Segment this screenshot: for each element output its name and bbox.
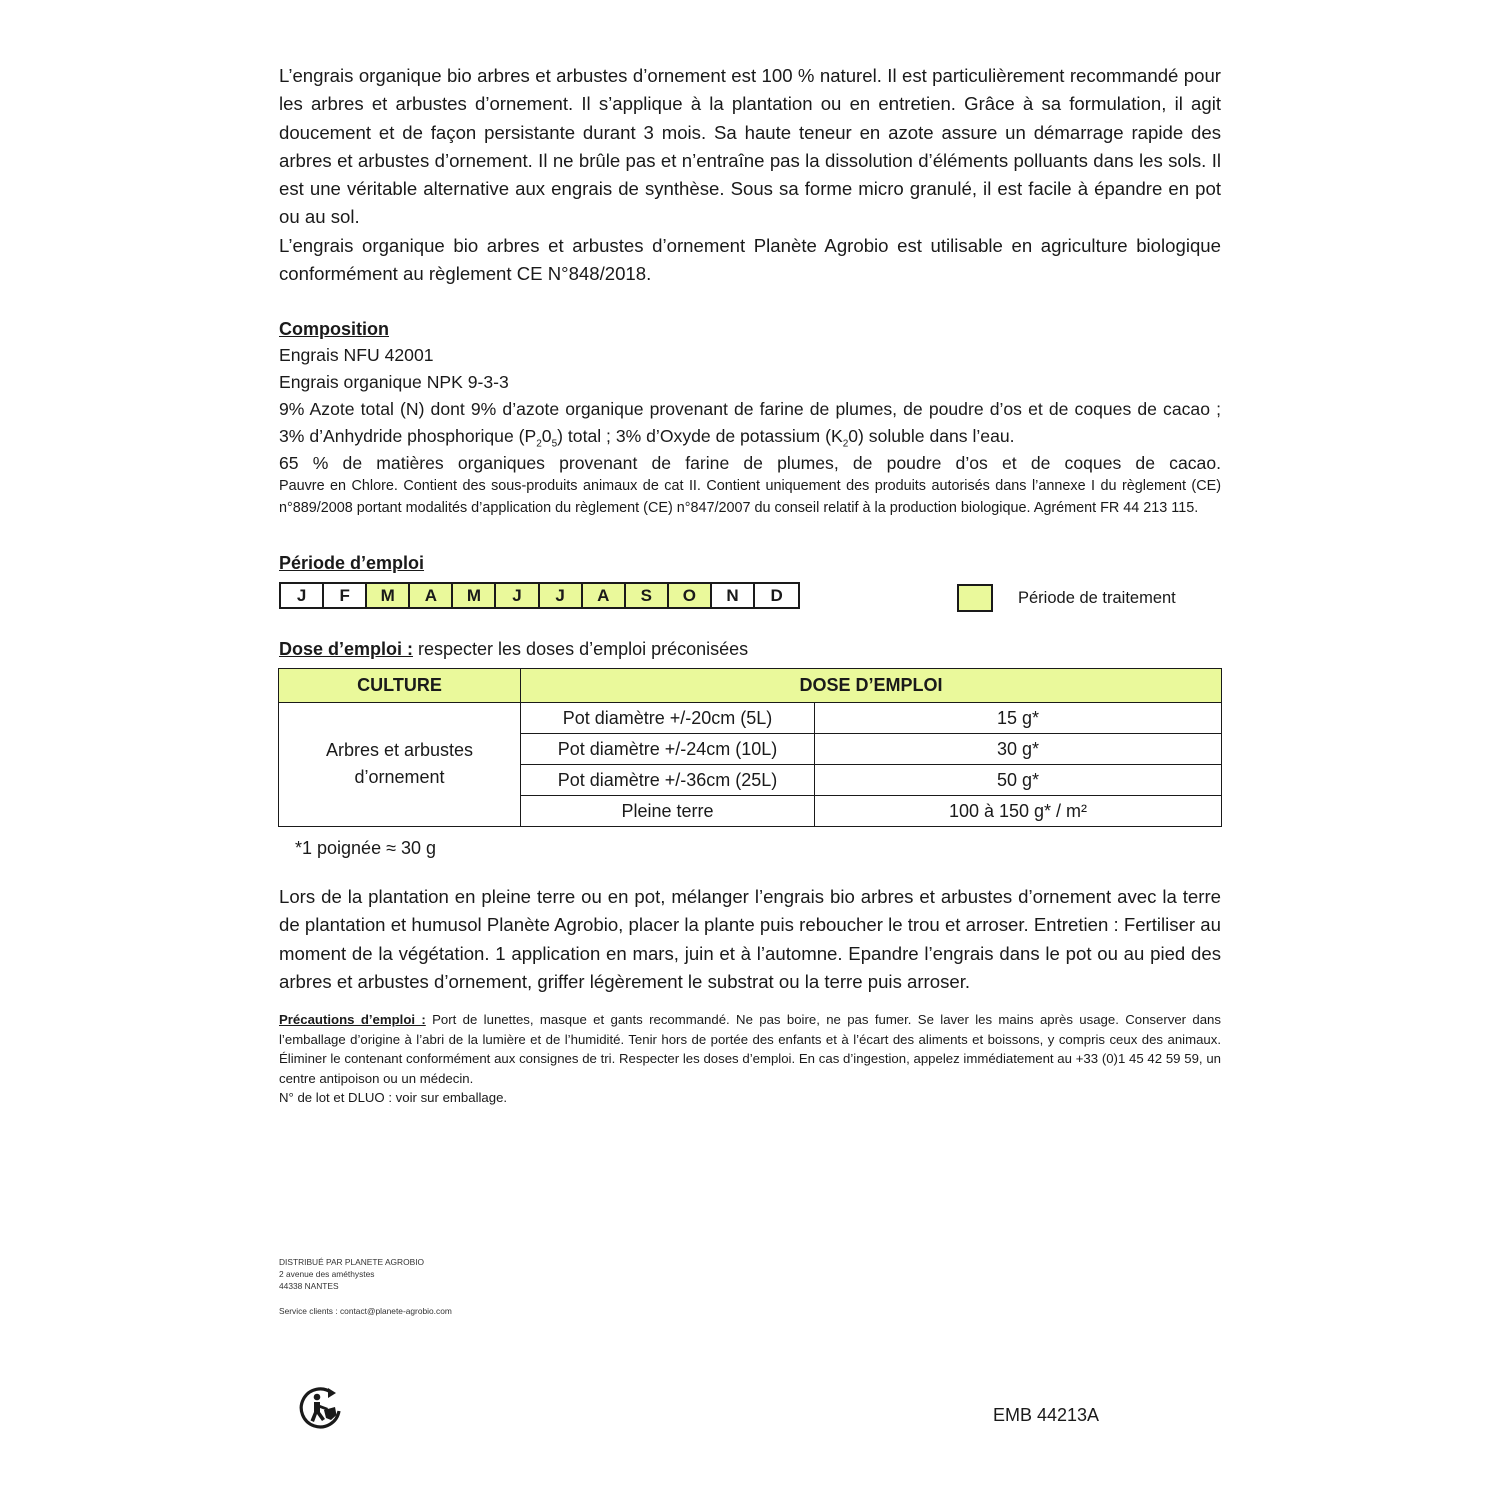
dose-subtitle: respecter les doses d’emploi préconisées [413, 638, 749, 659]
triman-recycling-icon [298, 1385, 344, 1431]
intro-paragraph: L’engrais organique bio arbres et arbustes d’ornement Planète Agrobio est utilisable en agriculture biologique conformément au règlement CE N°848/2018. [279, 234, 1221, 285]
table-header-row [279, 668, 1222, 702]
periode-section [279, 550, 1221, 628]
table-row [279, 702, 1222, 733]
month-cell: J [281, 584, 324, 607]
composition-title: Composition [279, 319, 389, 340]
month-cell: J [540, 584, 583, 607]
month-cell: D [770, 585, 783, 605]
precautions-section [279, 1010, 1221, 1108]
header-culture: CULTURE [279, 668, 521, 702]
composition-line: Engrais NFU 42001 [279, 345, 434, 366]
dose-title: Dose d’emploi : [279, 638, 414, 659]
month-calendar [279, 582, 800, 609]
periode-title: Période d’emploi [279, 552, 425, 573]
treatment-legend-swatch [957, 584, 993, 612]
precautions-text: Port de lunettes, masque et gants recommandé. Ne pas boire, ne pas fumer. Se laver les mains après usage. Conserver dans l’emballage d’origine à l’abri de la lumière et de l’humidité. Tenir hors de portée des enfants et à l’écart des aliments et boissons, y compris ceux des animaux. Éliminer le contenant conformément aux consignes de tri. Respecter les doses d’emploi. En cas d’ingestion, appelez immédiatement au +33 (0)1 45 42 59 59, un centre antipoison ou un médecin. [279, 1012, 1221, 1086]
dose-cell: 50 g* [815, 764, 1222, 795]
emb-code: EMB 44213A [993, 1405, 1100, 1425]
label-content [279, 62, 1221, 1108]
month-cell: S [626, 584, 669, 607]
composition-line: 65 % de matières organiques provenant de farine de plumes, de poudre d’os et de coques de cacao. [279, 452, 1221, 473]
month-cell: N [712, 584, 755, 607]
composition-line: Engrais organique NPK 9-3-3 [279, 372, 509, 393]
dose-heading [279, 636, 1221, 662]
month-cell: M [453, 584, 496, 607]
header-dose: DOSE D’EMPLOI [521, 668, 1222, 702]
distributor-block [279, 1256, 452, 1317]
distributor-street: 2 avenue des améthystes [279, 1269, 375, 1280]
month-cell: O [669, 584, 712, 607]
dose-table [278, 668, 1222, 827]
month-cell: A [583, 584, 626, 607]
customer-service: Service clients : contact@planete-agrobio.com [279, 1305, 452, 1316]
usage-section [279, 883, 1221, 996]
dose-footnote: *1 poignée ≈ 30 g [295, 837, 436, 858]
pot-cell: Pot diamètre +/-24cm (10L) [521, 733, 815, 764]
pot-cell: Pot diamètre +/-20cm (5L) [521, 702, 815, 733]
dose-cell: 100 à 150 g* / m² [815, 795, 1222, 826]
dose-cell: 15 g* [815, 702, 1222, 733]
dose-cell: 30 g* [815, 733, 1222, 764]
month-cell: M [367, 584, 410, 607]
month-cell: J [496, 584, 539, 607]
treatment-legend-label: Période de traitement [1018, 588, 1176, 607]
distributor-city: 44338 NANTES [279, 1281, 339, 1292]
culture-cell: Arbres et arbustes d’ornement [279, 702, 521, 826]
intro-section [279, 62, 1221, 288]
period-row [279, 578, 1221, 628]
intro-paragraph: L’engrais organique bio arbres et arbustes d’ornement est 100 % naturel. Il est particulièrement recommandé pour les arbres et arbustes d’ornement. Il s’applique à la plantation ou en entretien. Grâce à sa formulation, il agit doucement et de façon persistante durant 3 mois. Sa haute teneur en azote assure un démarrage rapide des arbres et arbustes d’ornement. Il ne brûle pas et n’entraîne pas la dissolution d’éléments polluants dans les sols. Il est une véritable alternative aux engrais de synthèse. Sous sa forme micro granulé, il est facile à épandre en pot ou au sol. [279, 65, 1221, 228]
month-cell: F [324, 584, 367, 607]
month-cell: A [410, 584, 453, 607]
pot-cell: Pleine terre [521, 795, 815, 826]
composition-nutrients: 9% Azote total (N) dont 9% d’azote organique provenant de farine de plumes, de poudre d’os et de coques de cacao ; 3% d’Anhydride phosphorique $(P_20_5)$ total ; 3% d’Oxyde de potassium $(K_20)$ soluble dans l’eau. [279, 398, 1221, 450]
pot-cell: Pot diamètre +/-36cm (25L) [521, 764, 815, 795]
precautions-title: Précautions d’emploi : [279, 1012, 426, 1028]
usage-paragraph: Lors de la plantation en pleine terre ou en pot, mélanger l’engrais bio arbres et arbustes d’ornement avec la terre de plantation et humusol Planète Agrobio, placer la plante puis reboucher le trou et arroser. Entretien : Fertiliser au moment de la végétation. 1 application en mars, juin et à l’automne. Epandre l’engrais dans le pot ou au pied des arbres et arbustes d’ornement, griffer légèrement le substrat ou la terre puis arroser. [279, 885, 1221, 992]
composition-section [279, 316, 1221, 520]
lot-info: N° de lot et DLUO : voir sur emballage. [279, 1090, 508, 1106]
composition-regulatory: Pauvre en Chlore. Contient des sous-produits animaux de cat II. Contient uniquement des produits autorisés dans l’annexe I du règlement (CE) n°889/2008 portant modalités d’application du règlement (CE) n°847/2007 du conseil relatif à la production biologique. Agrément FR 44 213 115. [279, 478, 1221, 517]
distributor-name: DISTRIBUÉ PAR PLANETE AGROBIO [279, 1257, 425, 1267]
